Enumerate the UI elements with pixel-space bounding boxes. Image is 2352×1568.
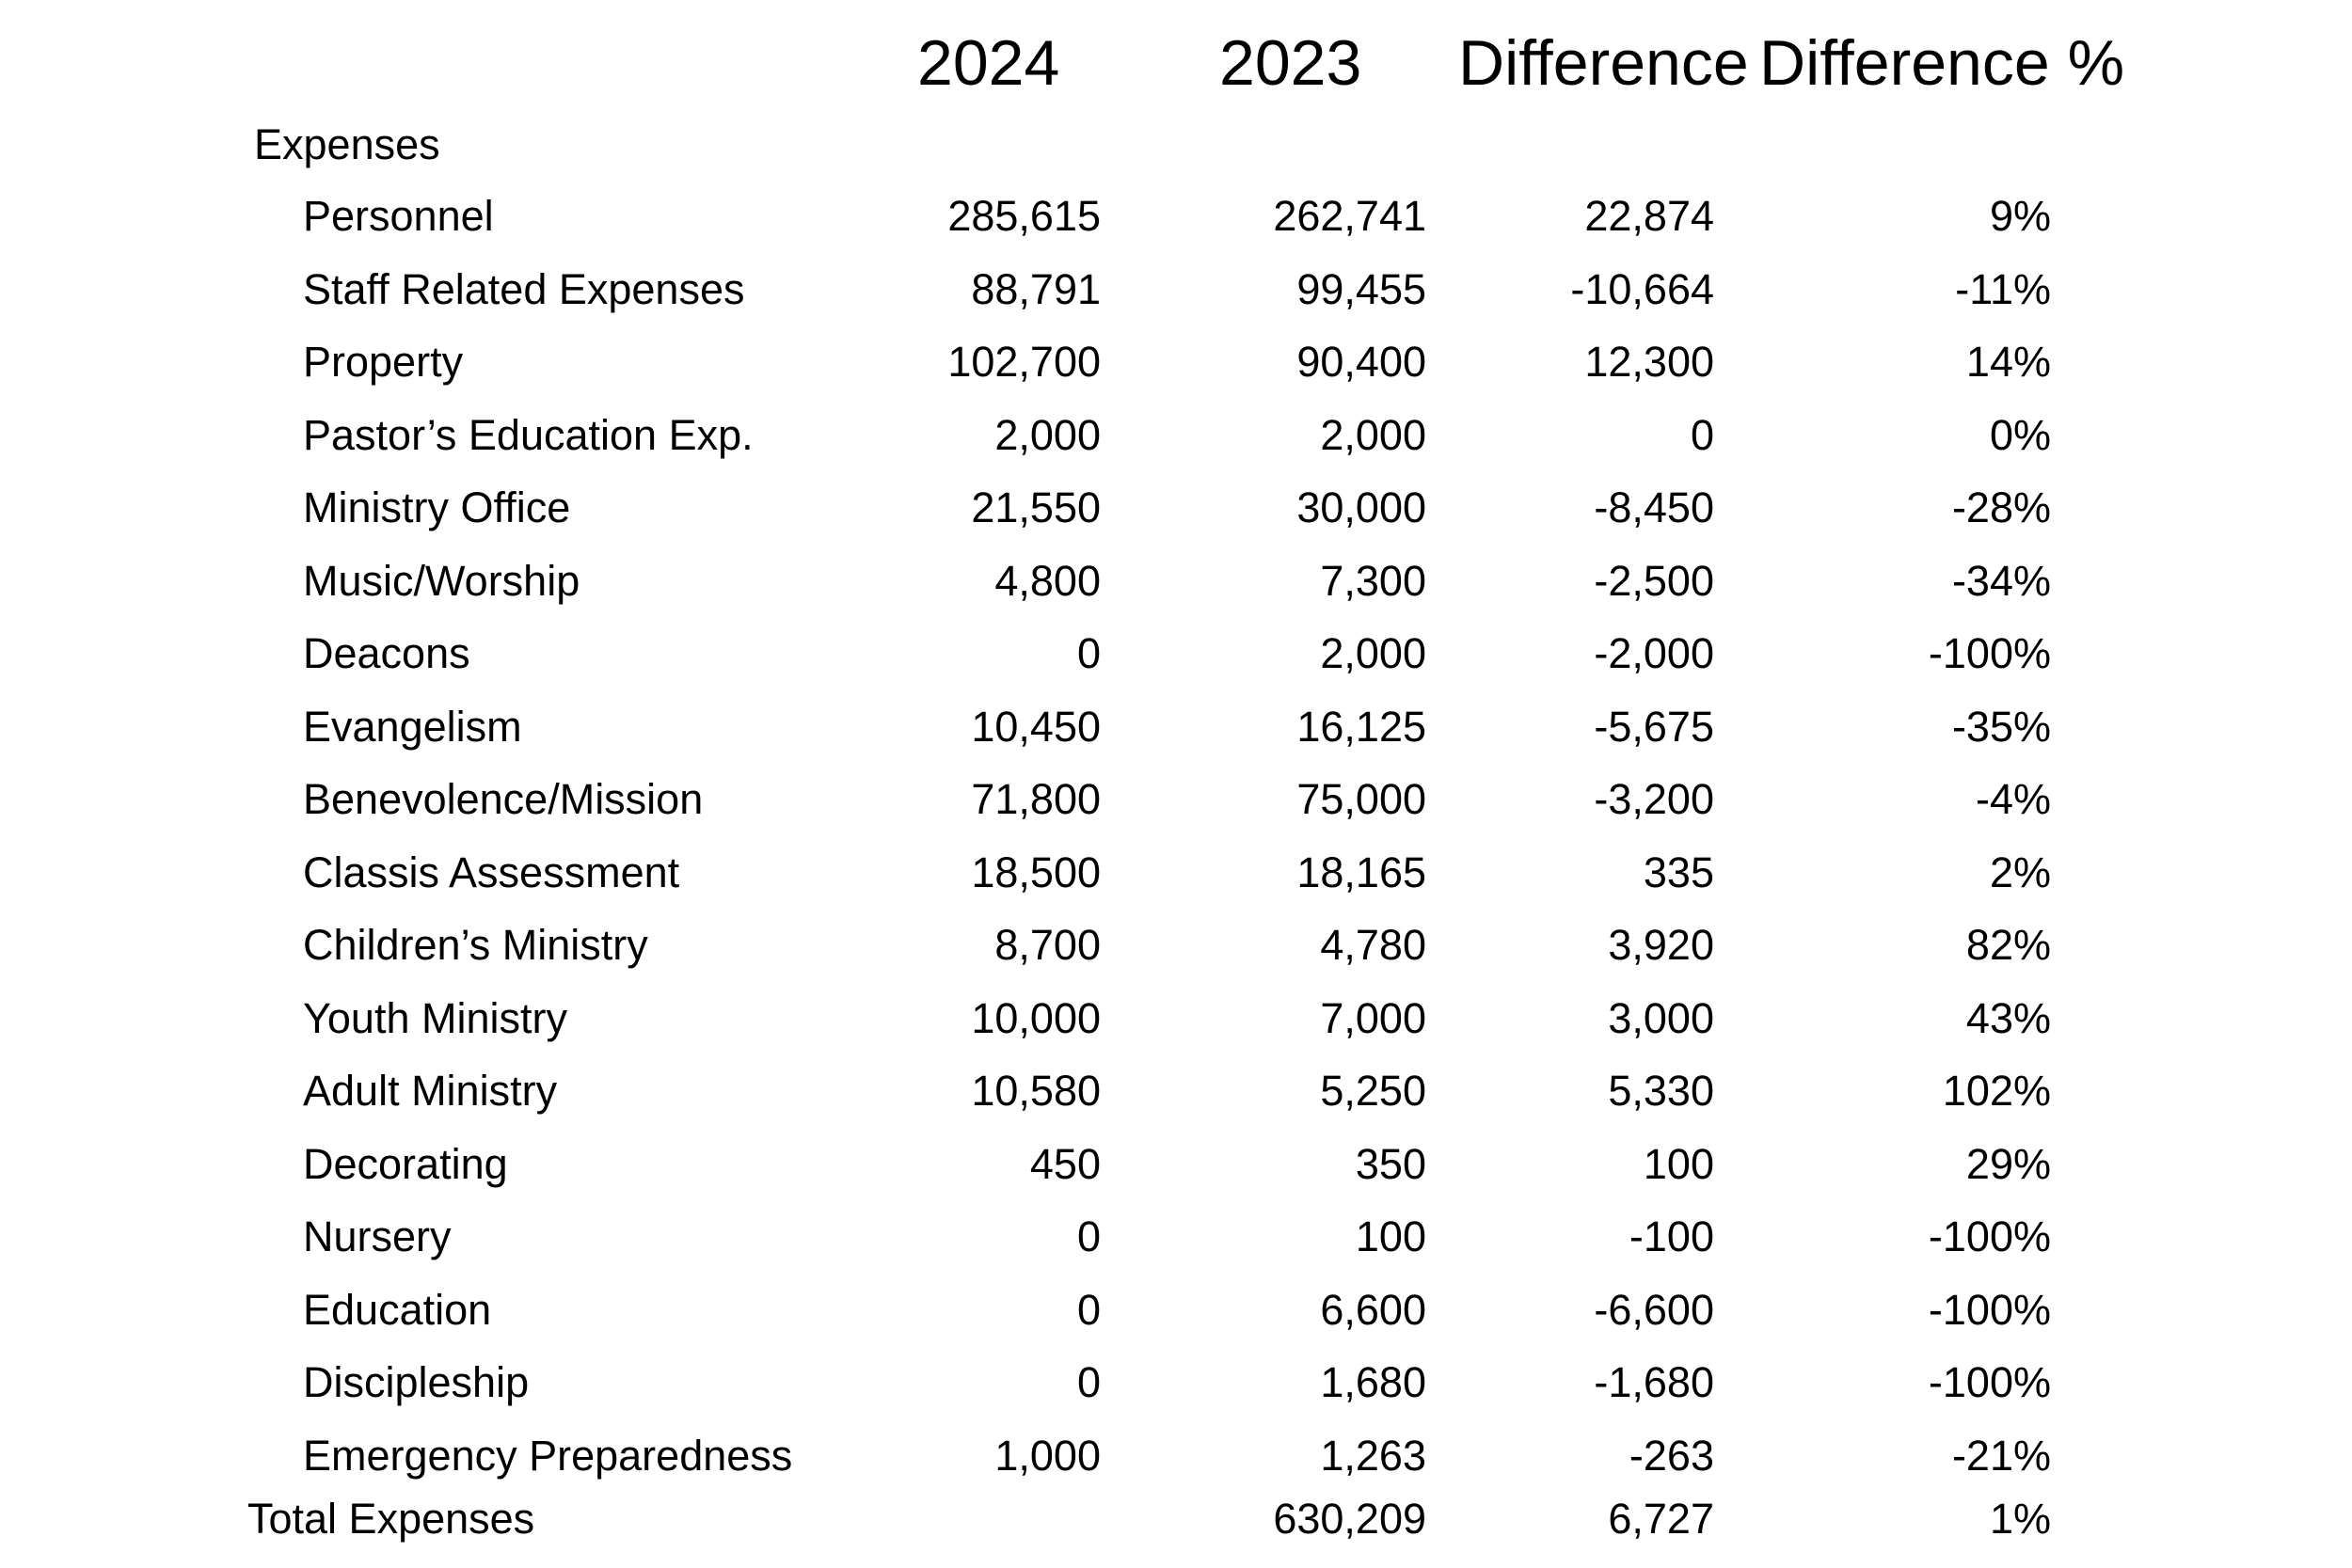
value-2024: 10,450 — [971, 703, 1101, 751]
value-difference: -5,675 — [1594, 703, 1714, 751]
value-2023: 1,680 — [1320, 1358, 1426, 1406]
value-difference: 0 — [1690, 411, 1714, 459]
table-row — [0, 917, 2352, 974]
table-row — [0, 553, 2352, 610]
table-row — [0, 480, 2352, 536]
row-label: Personnel — [303, 192, 494, 240]
value-2023: 18,165 — [1296, 848, 1426, 896]
row-label: Evangelism — [303, 703, 522, 751]
value-2024: 2,000 — [994, 411, 1101, 459]
table-row — [0, 626, 2352, 682]
value-difference-pct: 82% — [1965, 921, 2051, 969]
value-difference-pct: -34% — [1951, 557, 2051, 605]
value-2023: 90,400 — [1296, 338, 1426, 386]
column-header-2024: 2024 — [917, 27, 1060, 99]
value-difference-pct: 29% — [1965, 1140, 2051, 1188]
value-2024: 88,791 — [971, 265, 1101, 313]
row-label: Children’s Ministry — [303, 921, 648, 969]
table-row — [0, 845, 2352, 901]
value-2023: 4,780 — [1320, 921, 1426, 969]
value-difference: 100 — [1643, 1140, 1714, 1188]
row-label: Youth Ministry — [303, 994, 567, 1042]
value-difference: 6,727 — [1608, 1495, 1714, 1543]
table-row — [0, 188, 2352, 245]
row-label: Deacons — [303, 629, 470, 677]
value-difference-pct: -35% — [1951, 703, 2051, 751]
value-2024: 18,500 — [971, 848, 1101, 896]
value-difference: -8,450 — [1594, 483, 1714, 531]
value-2024: 8,700 — [994, 921, 1101, 969]
value-difference-pct: 1% — [1989, 1495, 2051, 1543]
value-2023: 16,125 — [1296, 703, 1426, 751]
row-label: Decorating — [303, 1140, 508, 1188]
value-difference: -6,600 — [1594, 1286, 1714, 1334]
value-2024: 21,550 — [971, 483, 1101, 531]
row-label: Total Expenses — [247, 1495, 535, 1543]
table-row — [0, 1136, 2352, 1193]
column-header-difference-pct: Difference % — [1759, 27, 2125, 99]
value-2024: 450 — [1029, 1140, 1101, 1188]
row-label: Emergency Preparedness — [303, 1432, 793, 1480]
value-2024: 0 — [1076, 1358, 1101, 1406]
value-difference: 3,920 — [1608, 921, 1714, 969]
value-difference-pct: -4% — [1975, 775, 2051, 823]
value-2023: 2,000 — [1320, 411, 1426, 459]
column-header-difference: Difference — [1458, 27, 1749, 99]
value-difference-pct: 14% — [1965, 338, 2051, 386]
value-difference: 22,874 — [1584, 192, 1714, 240]
value-difference-pct: 2% — [1989, 848, 2051, 896]
value-2023: 30,000 — [1296, 483, 1426, 531]
value-2024: 1,000 — [994, 1432, 1101, 1480]
value-difference-pct: -21% — [1951, 1432, 2051, 1480]
table-row — [0, 261, 2352, 318]
row-label: Music/Worship — [303, 557, 580, 605]
value-2024: 71,800 — [971, 775, 1101, 823]
table-row — [0, 1063, 2352, 1119]
value-difference-pct: 43% — [1965, 994, 2051, 1042]
column-header-2023: 2023 — [1219, 27, 1362, 99]
row-label: Education — [303, 1286, 492, 1334]
table-row — [0, 699, 2352, 755]
value-2023: 100 — [1355, 1212, 1426, 1260]
value-difference-pct: -11% — [1955, 265, 2051, 313]
table-row — [0, 990, 2352, 1047]
value-difference: -1,680 — [1594, 1358, 1714, 1406]
value-difference: -2,000 — [1594, 629, 1714, 677]
row-label: Pastor’s Education Exp. — [303, 411, 754, 459]
total-row — [0, 1491, 2352, 1547]
value-2024: 285,615 — [947, 192, 1101, 240]
value-difference-pct: 0% — [1989, 411, 2051, 459]
row-label: Benevolence/Mission — [303, 775, 704, 823]
table-row — [0, 407, 2352, 464]
table-row — [0, 1428, 2352, 1484]
value-difference: -10,664 — [1570, 265, 1714, 313]
row-label: Property — [303, 338, 464, 386]
value-2024: 0 — [1076, 1212, 1101, 1260]
value-2023: 7,300 — [1320, 557, 1426, 605]
row-label: Nursery — [303, 1212, 452, 1260]
value-difference-pct: 9% — [1989, 192, 2051, 240]
value-2023: 630,209 — [1273, 1495, 1426, 1543]
value-2024: 102,700 — [947, 338, 1101, 386]
value-difference-pct: -100% — [1928, 1212, 2051, 1260]
value-difference: 3,000 — [1608, 994, 1714, 1042]
value-difference: 12,300 — [1584, 338, 1714, 386]
value-2023: 2,000 — [1320, 629, 1426, 677]
row-label: Classis Assessment — [303, 848, 680, 896]
value-difference-pct: -100% — [1928, 629, 2051, 677]
value-difference-pct: -28% — [1951, 483, 2051, 531]
value-2024: 4,800 — [994, 557, 1101, 605]
value-difference: -100 — [1629, 1212, 1714, 1260]
value-2024: 10,580 — [971, 1067, 1101, 1115]
value-2023: 6,600 — [1320, 1286, 1426, 1334]
value-2023: 1,263 — [1320, 1432, 1426, 1480]
section-label-expenses: Expenses — [254, 120, 440, 168]
value-2024: 0 — [1076, 629, 1101, 677]
value-difference-pct: 102% — [1942, 1067, 2051, 1115]
value-difference-pct: -100% — [1928, 1358, 2051, 1406]
table-row — [0, 771, 2352, 828]
value-difference: 335 — [1643, 848, 1714, 896]
row-label: Staff Related Expenses — [303, 265, 745, 313]
value-2023: 262,741 — [1273, 192, 1426, 240]
table-row — [0, 1354, 2352, 1411]
value-2023: 99,455 — [1296, 265, 1426, 313]
table-row — [0, 1209, 2352, 1265]
value-difference: -2,500 — [1594, 557, 1714, 605]
table-row — [0, 334, 2352, 390]
value-2023: 75,000 — [1296, 775, 1426, 823]
value-2023: 350 — [1355, 1140, 1426, 1188]
value-2023: 5,250 — [1320, 1067, 1426, 1115]
value-difference: -3,200 — [1594, 775, 1714, 823]
value-difference: -263 — [1629, 1432, 1714, 1480]
row-label: Ministry Office — [303, 483, 571, 531]
value-2024: 0 — [1076, 1286, 1101, 1334]
value-difference-pct: -100% — [1928, 1286, 2051, 1334]
row-label: Discipleship — [303, 1358, 530, 1406]
value-difference: 5,330 — [1608, 1067, 1714, 1115]
row-label: Adult Ministry — [303, 1067, 558, 1115]
table-row — [0, 1282, 2352, 1338]
value-2023: 7,000 — [1320, 994, 1426, 1042]
value-2024: 10,000 — [971, 994, 1101, 1042]
